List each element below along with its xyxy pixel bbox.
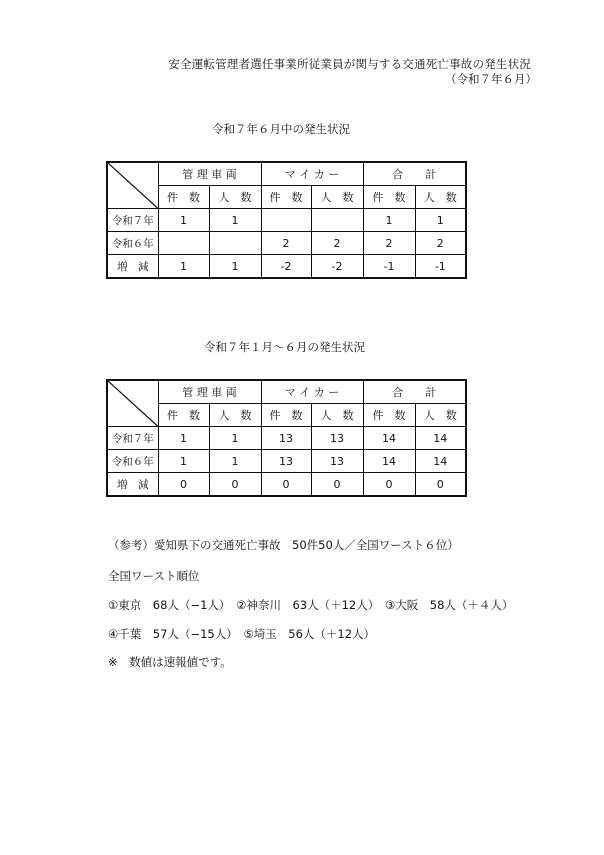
table-cell: [311, 209, 363, 232]
reference-summary: （参考）愛知県下の交通死亡事故 50件50人／全国ワースト６位）: [108, 538, 459, 552]
table-row: [107, 232, 466, 255]
row-label: 令和７年: [107, 427, 158, 450]
subheader-cases: 件 数: [158, 404, 209, 427]
table-cell: 14: [415, 427, 466, 450]
table-cell: 0: [209, 473, 261, 497]
table-cell: 13: [311, 450, 363, 473]
document-subtitle: （令和７年６月）: [445, 72, 537, 86]
header-private-cars: マ イ カ ー: [261, 380, 363, 404]
table-row: [107, 209, 466, 232]
table-cell: 1: [209, 450, 261, 473]
table-subheader-row: [107, 186, 466, 209]
subheader-cases: 件 数: [363, 404, 415, 427]
table-header-row: [107, 380, 466, 404]
table-row: [107, 473, 466, 497]
table-cell: 1: [209, 427, 261, 450]
table-cell: [209, 232, 261, 255]
preliminary-note: ※ 数値は速報値です。: [108, 655, 232, 669]
subheader-cases: 件 数: [261, 186, 311, 209]
row-label: 増 減: [107, 473, 158, 497]
table-cell: 14: [363, 450, 415, 473]
table-cell: 13: [261, 427, 311, 450]
table-cell: -1: [363, 255, 415, 279]
row-label: 増 減: [107, 255, 158, 279]
ranking-line-2: ④千葉 57人（−15人） ⑤埼玉 56人（＋12人）: [108, 627, 376, 641]
document-title: 安全運転管理者選任事業所従業員が関与する交通死亡事故の発生状況: [168, 57, 531, 71]
table-cell: -2: [311, 255, 363, 279]
header-total: 合 計: [363, 162, 466, 186]
table-cell: 0: [311, 473, 363, 497]
table-cell: 2: [363, 232, 415, 255]
monthly-stats-table: [106, 161, 467, 279]
table-subheader-row: [107, 404, 466, 427]
table-cell: 1: [158, 209, 209, 232]
subheader-persons: 人 数: [311, 186, 363, 209]
table-cell: 0: [261, 473, 311, 497]
table-cell: 2: [415, 232, 466, 255]
table-row: [107, 427, 466, 450]
table-row: [107, 450, 466, 473]
diagonal-line-icon: [108, 381, 158, 426]
table-cell: 14: [415, 450, 466, 473]
header-total: 合 計: [363, 380, 466, 404]
subheader-cases: 件 数: [261, 404, 311, 427]
table-corner-cell: [107, 380, 158, 427]
row-label: 令和６年: [107, 450, 158, 473]
table-cell: 1: [415, 209, 466, 232]
table-cell: 0: [363, 473, 415, 497]
table-cell: 1: [209, 255, 261, 279]
row-label: 令和７年: [107, 209, 158, 232]
table-cell: 0: [415, 473, 466, 497]
table-cell: 2: [311, 232, 363, 255]
table-cell: 1: [158, 427, 209, 450]
table-cell: [158, 232, 209, 255]
diagonal-line-icon: [108, 163, 158, 208]
table-cell: 13: [311, 427, 363, 450]
table-cell: 1: [158, 255, 209, 279]
table-cell: 1: [209, 209, 261, 232]
table-cell: 13: [261, 450, 311, 473]
table-cell: -2: [261, 255, 311, 279]
table-cell: 14: [363, 427, 415, 450]
table-cell: 2: [261, 232, 311, 255]
subheader-cases: 件 数: [158, 186, 209, 209]
table1-caption: 令和７年６月中の発生状況: [212, 122, 350, 136]
table-cell: 1: [158, 450, 209, 473]
table2-caption: 令和７年１月～６月の発生状況: [204, 340, 365, 354]
cumulative-stats-table: [106, 379, 467, 497]
table-cell: [261, 209, 311, 232]
subheader-persons: 人 数: [209, 186, 261, 209]
subheader-persons: 人 数: [209, 404, 261, 427]
header-managed-vehicles: 管 理 車 両: [158, 380, 261, 404]
row-label: 令和６年: [107, 232, 158, 255]
subheader-cases: 件 数: [363, 186, 415, 209]
table-corner-cell: [107, 162, 158, 209]
table-header-row: [107, 162, 466, 186]
table-cell: -1: [415, 255, 466, 279]
header-private-cars: マ イ カ ー: [261, 162, 363, 186]
ranking-line-1: ①東京 68人（−1人） ②神奈川 63人（＋12人） ③大阪 58人（＋４人）: [108, 598, 514, 612]
subheader-persons: 人 数: [415, 186, 466, 209]
subheader-persons: 人 数: [415, 404, 466, 427]
subheader-persons: 人 数: [311, 404, 363, 427]
table-row: [107, 255, 466, 279]
header-managed-vehicles: 管 理 車 両: [158, 162, 261, 186]
table-cell: 1: [363, 209, 415, 232]
table-cell: 0: [158, 473, 209, 497]
ranking-title: 全国ワースト順位: [108, 569, 200, 583]
